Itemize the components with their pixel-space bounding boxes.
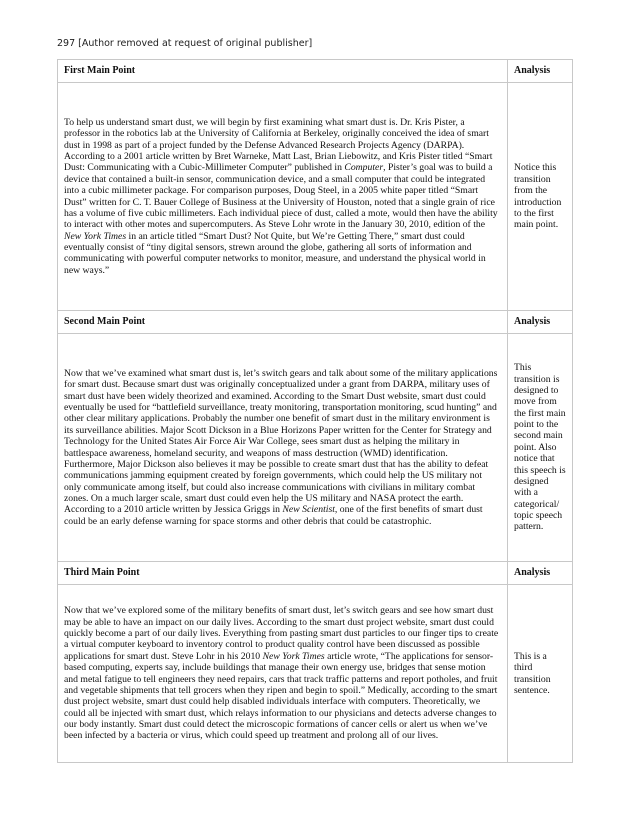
analysis-heading: Analysis <box>508 562 573 585</box>
analysis-heading: Analysis <box>508 311 573 334</box>
section-body-row <box>58 334 573 562</box>
analysis-heading: Analysis <box>508 60 573 83</box>
section-paragraph: Now that we’ve examined what smart dust is, let’s switch gears and talk about some of the military applications for smart dust. Because smart dust was originally conceptualized under a grant from DARPA, military uses of smart dust have been widely theorized and examined. According to the Smart Dust website, smart dust could eventually be used for “battlefield surveillance, treaty monitoring, transportation monitoring, scud hunting” and other clear military applications. Probably the number one benefit of smart dust in the military environment is its surveillance abilities. Major Scott Dickson in a Blue Horizons Paper written for the Center for Strategy and Technology for the United States Air Force Air War College, sees smart dust as helping the military in battlespace awareness, homeland security, and weapons of mass destruction (WMD) identification. Furthermore, Major Dickson also believes it may be possible to create smart dust that has the ability to defeat communications jamming equipment created by foreign governments, which could help the US military not only communicate among itself, but could also increase communications with civilians in military combat zones. On a much larger scale, smart dust could even help the US military and NASA protect the earth. According to a 2010 article written by Jessica Griggs in New Scientist, one of the first benefits of smart dust could be an early defense warning for space storms and other debris that could be catastrophic. <box>58 334 508 562</box>
section-body-row <box>58 585 573 763</box>
section-header-row <box>58 311 573 334</box>
section-title: Second Main Point <box>58 311 508 334</box>
section-paragraph: To help us understand smart dust, we will begin by first examining what smart dust is. Dr. Kris Pister, a professor in the robotics lab at the University of California at Berkeley, originally conceived the idea of smart dust in 1998 as part of a project funded by the Defense Advanced Research Projects Agency (DARPA). According to a 2001 article written by Bret Warneke, Matt Last, Brian Liebowitz, and Kris Pister titled “Smart Dust: Communicating with a Cubic-Millimeter Computer” published in Computer, Pister’s goal was to build a device that contained a built-in sensor, communication device, and a small computer that could be integrated into a cubic millimeter package. For comparison purposes, Doug Steel, in a 2005 white paper titled “Smart Dust” written for C. T. Bauer College of Business at the University of Houston, noted that a single grain of rice has a volume of five cubic millimeters. Each individual piece of dust, called a mote, would then have the ability to interact with other motes and supercomputers. As Steve Lohr wrote in the January 30, 2010, edition of the New York Times in an article titled “Smart Dust? Not Quite, but We’re Getting There,” smart dust could eventually consist of “tiny digital sensors, strewn around the globe, gathering all sorts of information and communicating with powerful computer networks to monitor, measure, and understand the physical world in new ways.” <box>58 83 508 311</box>
section-title: Third Main Point <box>58 562 508 585</box>
section-title: First Main Point <box>58 60 508 83</box>
analysis-note: Notice this transition from the introduction to the first main point. <box>508 83 573 311</box>
section-header-row <box>58 60 573 83</box>
section-body-row <box>58 83 573 311</box>
speech-outline-table <box>57 59 573 763</box>
section-header-row <box>58 562 573 585</box>
analysis-note: This transition is designed to move from the first main point to the second main point. Also notice that this speech is designed with a categorical/ topic speech pattern. <box>508 334 573 562</box>
analysis-note: This is a third transition sentence. <box>508 585 573 763</box>
page-header: 297 [Author removed at request of original publisher] <box>57 38 313 49</box>
section-paragraph: Now that we’ve explored some of the military benefits of smart dust, let’s switch gears and see how smart dust may be able to have an impact on our daily lives. According to the smart dust project website, smart dust could quickly become a part of our daily lives. Everything from pasting smart dust particles to our finger tips to create a virtual computer keyboard to inventory control to product quality control have been discussed as possible applications for smart dust. Steve Lohr in his 2010 New York Times article wrote, “The applications for sensor-based computing, experts say, include buildings that manage their own energy use, bridges that sense motion and metal fatigue to tell engineers they need repairs, cars that track traffic patterns and report potholes, and fruit and vegetable shipments that tell grocers when they ripen and begin to spoil.” Medically, according to the smart dust project website, smart dust could help disabled individuals interface with computers. Theoretically, we could all be injected with smart dust, which relays information to our physicians and detects adverse changes to our body instantly. Smart dust could detect the microscopic formations of cancer cells or alert us when we’ve been infected by a bacteria or virus, which could speed up treatment and prolong all of our lives. <box>58 585 508 763</box>
